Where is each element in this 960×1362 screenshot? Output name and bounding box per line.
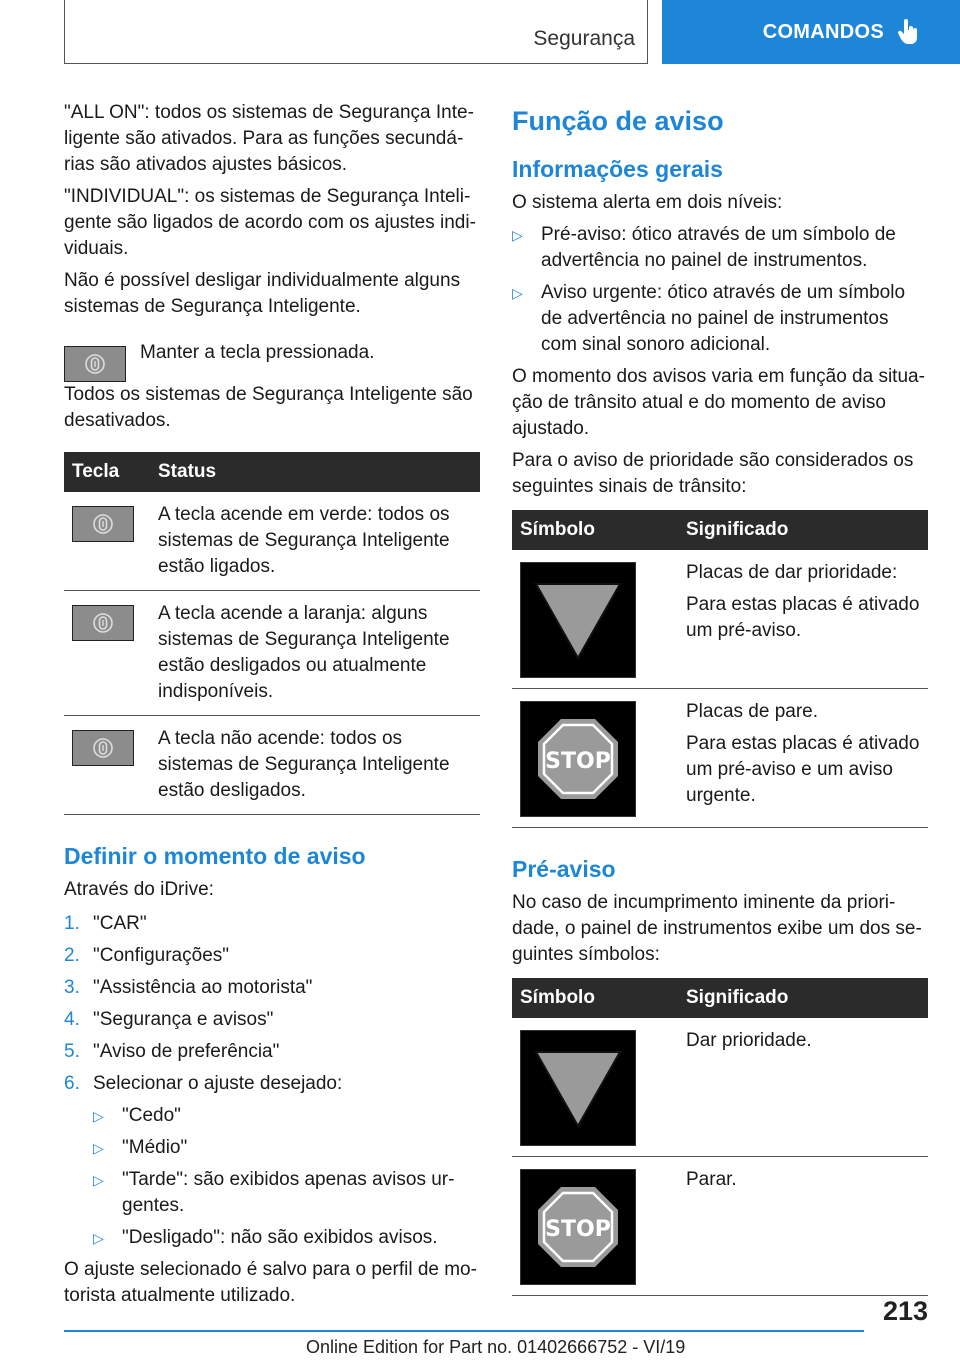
table-header-symbol: Símbolo <box>512 978 678 1018</box>
meaning-text: Para estas placas é ativado um pré-aviso. <box>686 594 920 641</box>
signs-table <box>512 510 928 828</box>
paragraph-priority-signs: Para o aviso de prioridade são considerados os seguintes sinais de trânsito: <box>512 450 914 497</box>
table-header-meaning: Significado <box>678 978 928 1018</box>
paragraph-all-on: "ALL ON": todos os sistemas de Segurança Inteligente são ativados. Para as funções secundárias são ativados ajustes básicos. <box>64 102 474 175</box>
table-row <box>512 1018 928 1157</box>
triangle-bullet-icon: ▷ <box>93 1108 104 1124</box>
meaning-title: Placas de dar prioridade: <box>686 562 898 583</box>
paragraph-moment-varies: O momento dos avisos varia em função da situação de trânsito atual e do momento de aviso ajustado. <box>512 366 925 439</box>
safety-key-icon <box>72 730 134 766</box>
heading-define-warning-time: Definir o momento de aviso <box>64 843 366 869</box>
svg-text:STOP: STOP <box>545 749 611 774</box>
pointing-hand-icon <box>898 19 920 45</box>
triangle-bullet-icon: ▷ <box>512 285 523 301</box>
list-item: ▷ Pré-aviso: ótico através de um símbolo de advertência no painel de instrumentos. <box>512 224 896 271</box>
paragraph-two-levels: O sistema alerta em dois níveis: <box>512 192 783 213</box>
header-chapter-tab <box>662 0 960 64</box>
right-column <box>512 100 928 1296</box>
status-text: A tecla não acende: todos os sistemas de Segurança Inteligente estão desligados. <box>150 716 480 815</box>
heading-warning-function: Função de aviso <box>512 106 724 136</box>
yield-sign-icon <box>520 1030 636 1146</box>
safety-key-icon <box>72 605 134 641</box>
status-text: A tecla acende a laranja: alguns sistemas de Segurança Inteligente estão desligados ou atualmente indisponíveis. <box>150 591 480 716</box>
safety-key-icon <box>72 506 134 542</box>
meaning-text: Para estas placas é ativado um pré-aviso e um aviso urgente. <box>686 733 920 806</box>
key-status-table <box>64 452 480 815</box>
stop-sign-icon <box>520 1169 636 1285</box>
table-row <box>64 716 480 815</box>
list-item: 5. "Aviso de preferência" <box>64 1041 280 1062</box>
table-row <box>512 1157 928 1296</box>
list-item: 4. "Segurança e avisos" <box>64 1009 274 1030</box>
paragraph-not-possible: Não é possível desligar individualmente alguns sistemas de Segurança Inteligente. <box>64 270 461 317</box>
heading-pre-warning: Pré-aviso <box>512 856 616 882</box>
list-item: ▷ "Desligado": não são exibidos avisos. <box>93 1225 480 1251</box>
list-item: 3. "Assistência ao motorista" <box>64 977 313 998</box>
triangle-bullet-icon: ▷ <box>93 1140 104 1156</box>
paragraph-via-idrive: Através do iDrive: <box>64 879 214 900</box>
key-instruction <box>64 340 480 382</box>
key-hold-text: Manter a tecla pressionada. <box>140 342 375 363</box>
safety-key-icon <box>64 346 126 382</box>
meaning-title: Placas de pare. <box>686 701 819 722</box>
table-header-symbol: Símbolo <box>512 510 678 550</box>
levels-list <box>512 222 928 358</box>
svg-text:STOP: STOP <box>545 1217 611 1242</box>
status-text: A tecla acende em verde: todos os sistemas de Segurança Inteligente estão ligados. <box>150 492 480 591</box>
meaning-text: Parar. <box>686 1169 737 1190</box>
meaning-text: Dar prioridade. <box>686 1030 812 1051</box>
footer-divider <box>64 1330 864 1332</box>
left-column <box>64 100 480 1315</box>
key-disabled-text: Todos os sistemas de Segurança Inteligente são desativados. <box>64 384 473 431</box>
list-item: ▷ "Tarde": são exibidos apenas avisos urgentes. <box>93 1169 455 1216</box>
table-header-status: Status <box>150 452 480 492</box>
list-item: 2. "Configurações" <box>64 945 230 966</box>
list-item: ▷ "Cedo" <box>93 1103 480 1129</box>
header-section-box <box>64 0 648 64</box>
table-row <box>64 591 480 716</box>
header-chapter-title: COMANDOS <box>762 21 884 43</box>
table-row <box>512 550 928 689</box>
symbols-table <box>512 978 928 1296</box>
heading-general-info: Informações gerais <box>512 156 723 182</box>
triangle-bullet-icon: ▷ <box>93 1172 104 1188</box>
paragraph-pre-warning: No caso de incumprimento iminente da prioridade, o painel de instrumentos exibe um dos seguintes símbolos: <box>512 892 922 965</box>
header-section-title: Segurança <box>533 27 635 50</box>
table-header-key: Tecla <box>64 452 150 492</box>
page-number: 213 <box>882 1296 928 1326</box>
table-row <box>512 689 928 828</box>
yield-sign-icon <box>520 562 636 678</box>
paragraph-profile-saved: O ajuste selecionado é salvo para o perfil de motorista atualmente utilizado. <box>64 1259 477 1306</box>
paragraph-individual: "INDIVIDUAL": os sistemas de Segurança Inteligente são ligados de acordo com os ajustes individuais. <box>64 186 476 259</box>
edition-note: Online Edition for Part no. 01402666752 - VI/19 <box>306 1337 686 1357</box>
list-item: 1. "CAR" <box>64 913 147 934</box>
steps-list <box>64 911 480 1251</box>
list-item: 6. Selecionar o ajuste desejado: ▷ "Cedo" ▷ "Médio" ▷ "Tarde": são exibidos apenas avisos urgentes. ▷ "Desligado": não são exibidos avisos. <box>64 1071 480 1251</box>
triangle-bullet-icon: ▷ <box>93 1230 104 1246</box>
list-item: ▷ Aviso urgente: ótico através de um símbolo de advertência no painel de instrumentos com sinal sonoro adicional. <box>512 282 906 355</box>
options-list <box>93 1103 480 1251</box>
stop-sign-icon <box>520 701 636 817</box>
table-row <box>64 492 480 591</box>
table-header-meaning: Significado <box>678 510 928 550</box>
list-item: ▷ "Médio" <box>93 1135 480 1161</box>
triangle-bullet-icon: ▷ <box>512 227 523 243</box>
